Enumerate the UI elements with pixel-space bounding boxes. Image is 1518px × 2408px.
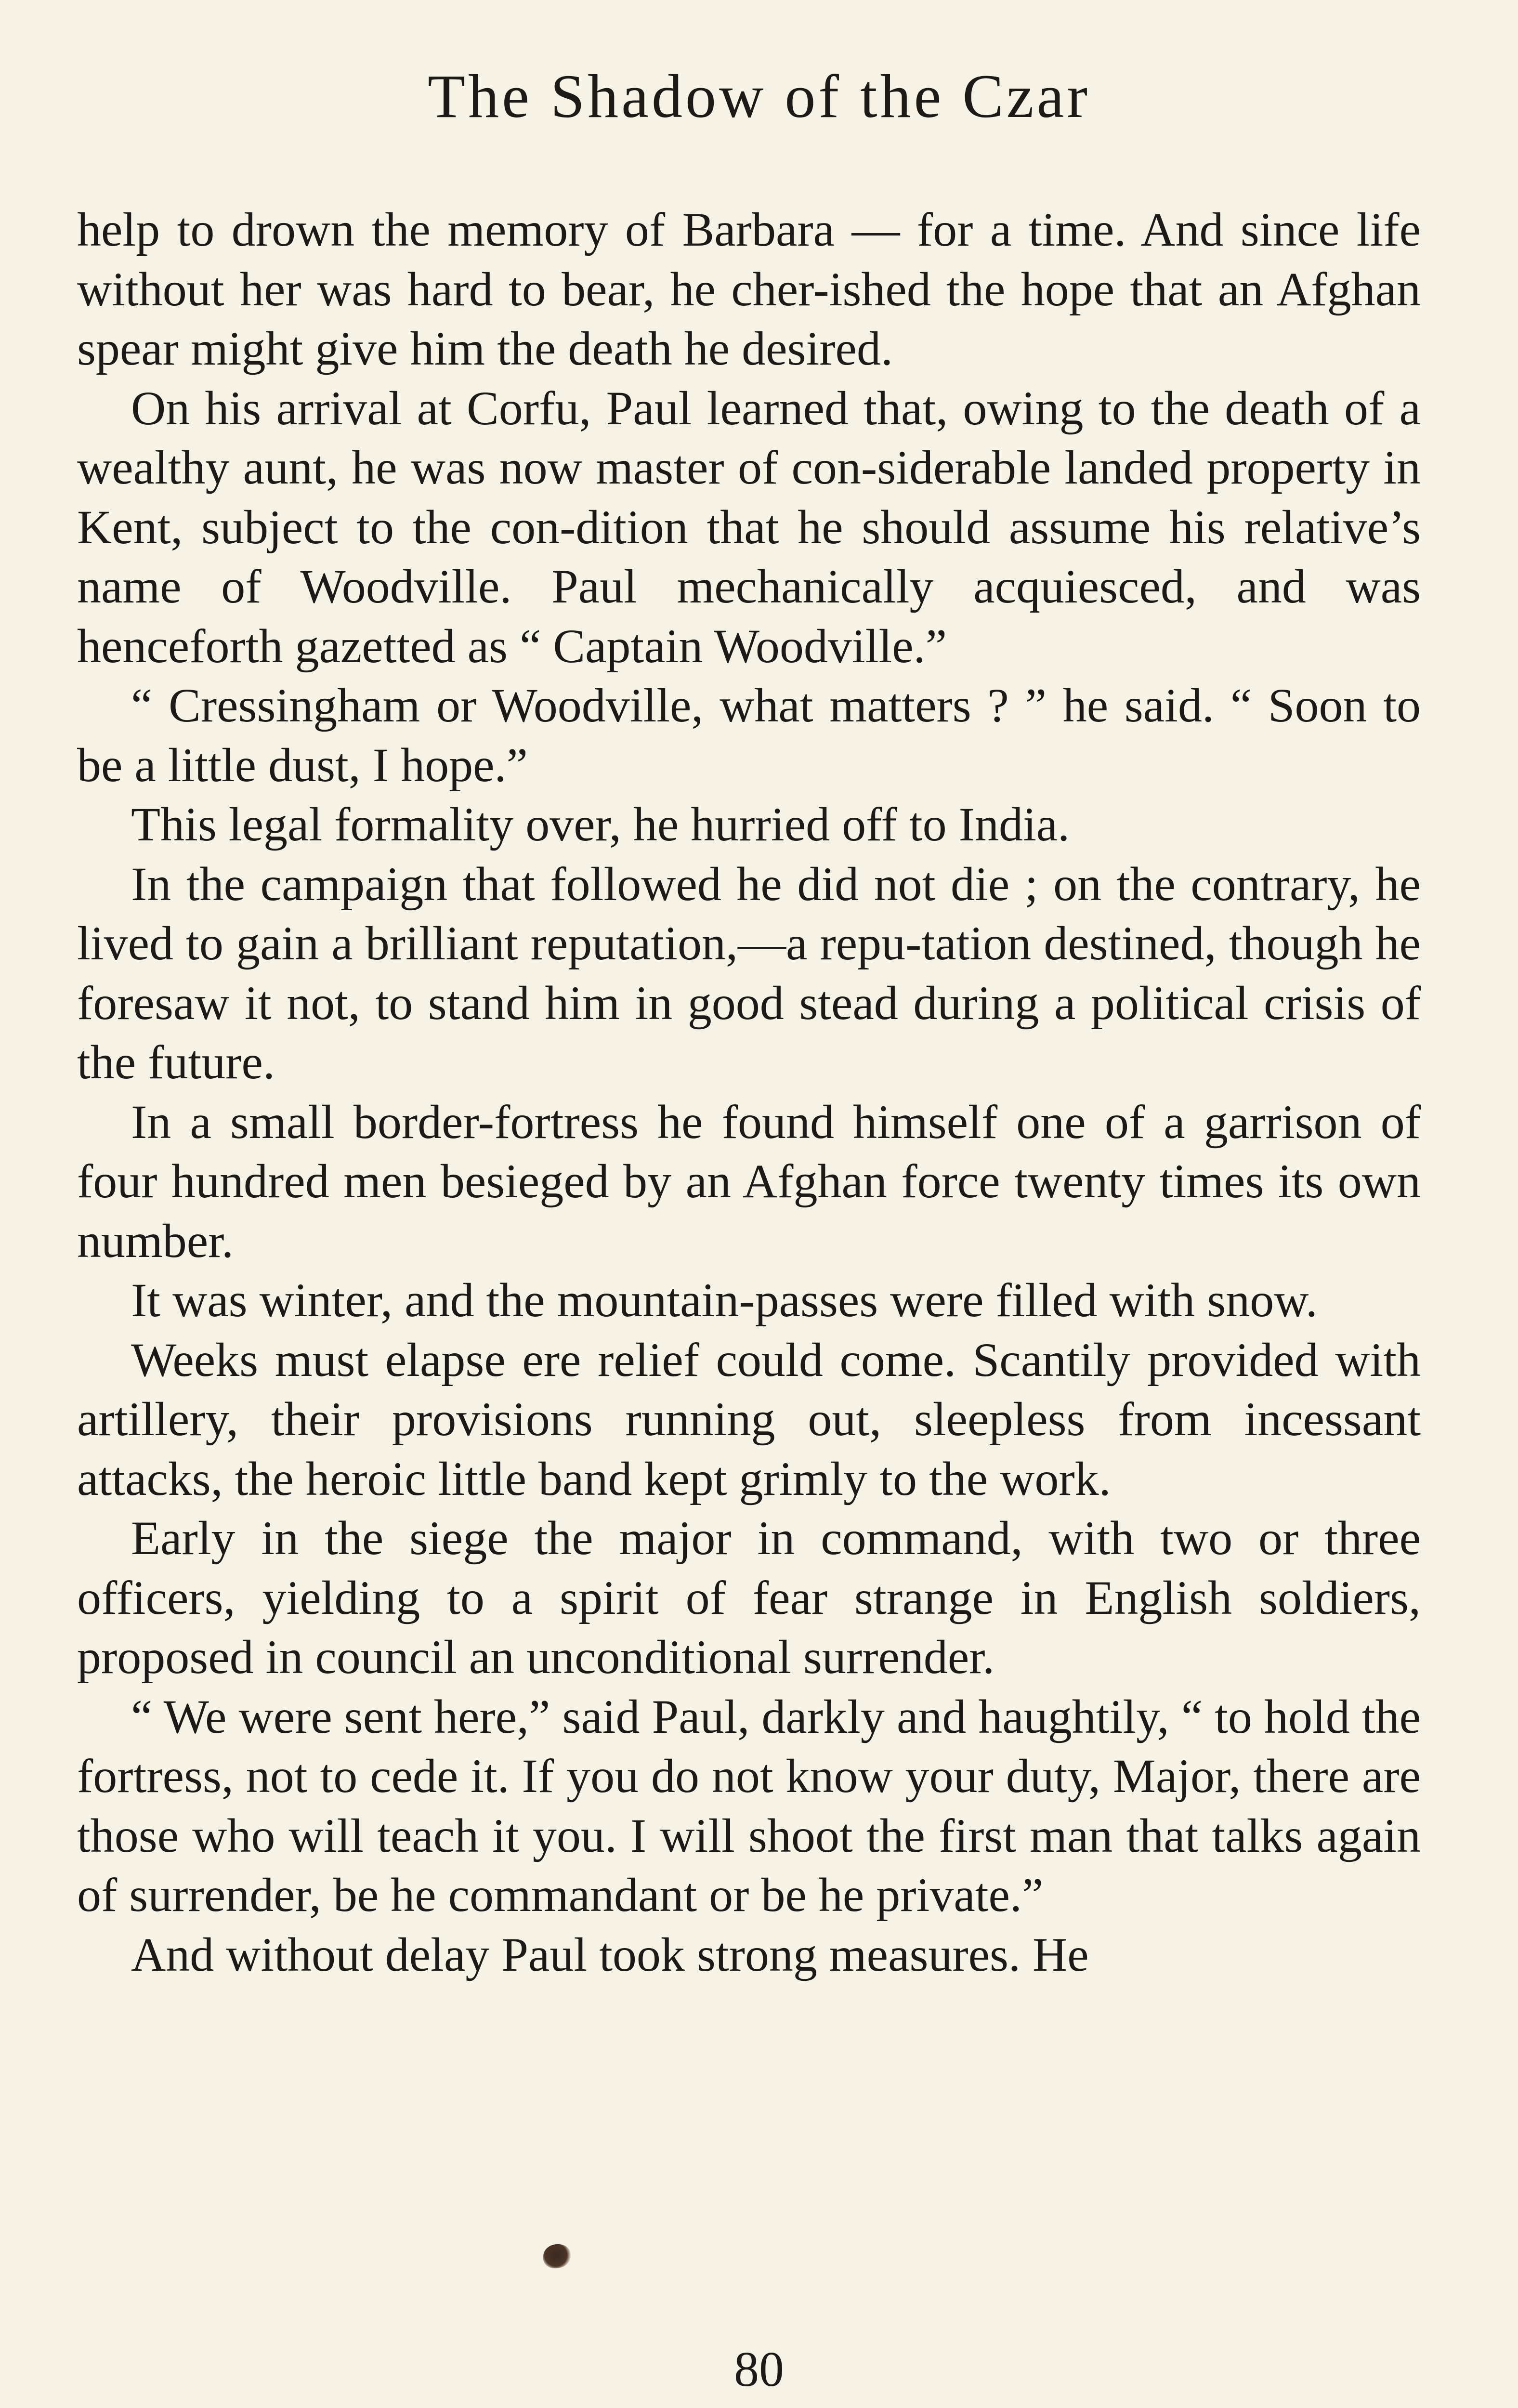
page-number: 80 — [734, 2342, 784, 2397]
running-title: The Shadow of the Czar — [427, 62, 1091, 131]
paragraph: “ We were sent here,” said Paul, darkly and haughtily, “ to hold the fortress, not to cede it. If you do not know your duty, Major, there are those who will teach it you. I will shoot the first man that talks again of surrender, be he commandant or be he private.” — [77, 1689, 1421, 1922]
paragraph: Weeks must elapse ere relief could come. Scantily provided with artillery, their provisions running out, sleepless from incessant attacks, the heroic little band kept grimly to the work. — [77, 1333, 1421, 1505]
paragraph: “ Cressingham or Woodville, what matters ? ” he said. “ Soon to be a little dust, I hope.” — [77, 679, 1421, 792]
paragraph: On his arrival at Corfu, Paul learned that, owing to the death of a wealthy aunt, he was now master of con-siderable landed property in Kent, subject to the con-dition that he should assume his relative’s name of Woodville. Paul mechanically acquiesced, and was henceforth gazetted as “ Captain Woodville.” — [77, 381, 1421, 673]
paragraph: help to drown the memory of Barbara — for a time. And since life without her was hard to bear, he cher-ished the hope that an Afghan spear might give him the death he desired. — [77, 203, 1421, 375]
paragraph: And without delay Paul took strong measures. He — [131, 1927, 1089, 1981]
paragraph: It was winter, and the mountain-passes were filled with snow. — [131, 1273, 1318, 1327]
paragraph: In a small border-fortress he found himself one of a garrison of four hundred men besieged by an Afghan force twenty times its own number. — [77, 1095, 1421, 1268]
paragraph: In the campaign that followed he did not die ; on the contrary, he lived to gain a brilliant reputation,—a repu-tation destined, though he foresaw it not, to stand him in good stead during a political crisis of the future. — [77, 857, 1421, 1089]
paragraph: Early in the siege the major in command, with two or three officers, yielding to a spirit of fear strange in English soldiers, proposed in council an unconditional surrender. — [77, 1511, 1421, 1684]
ink-blot — [543, 2244, 571, 2268]
body-text — [77, 200, 1421, 1984]
paragraph: This legal formality over, he hurried off to India. — [131, 798, 1070, 851]
